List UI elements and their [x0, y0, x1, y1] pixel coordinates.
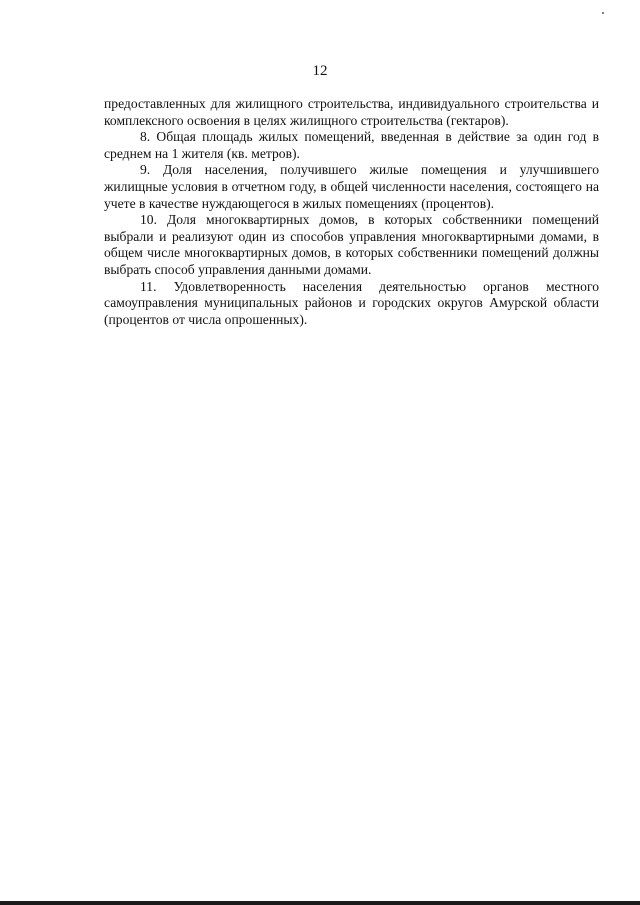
document-body [104, 96, 599, 328]
paragraph-item-11: 11. Удовлетворенность населения деятельностью органов местного самоуправления муниципальных районов и городских округов Амурской области (процентов от числа опрошенных). [104, 278, 599, 327]
scan-speck [602, 12, 604, 14]
paragraph-item-8: 8. Общая площадь жилых помещений, введенная в действие за один год в среднем на 1 жителя (кв. метров). [104, 129, 599, 161]
paragraph-item-10: 10. Доля многоквартирных домов, в которых собственники помещений выбрали и реализуют один из способов управления многоквартирными домами, в общем числе многоквартирных домов, в которых собственники помещений должны выбрать способ управления данными домами. [104, 212, 599, 277]
page-number: 12 [312, 63, 328, 79]
paragraph-item-9: 9. Доля населения, получившего жилые помещения и улучшившего жилищные условия в отчетном году, в общей численности населения, состоящего на учете в качестве нуждающегося в жилых помещениях (процентов). [104, 162, 599, 211]
scan-bottom-edge [0, 901, 640, 905]
paragraph-continuation: предоставленных для жилищного строительства, индивидуального строительства и комплексного освоения в целях жилищного строительства (гектаров). [104, 96, 599, 128]
